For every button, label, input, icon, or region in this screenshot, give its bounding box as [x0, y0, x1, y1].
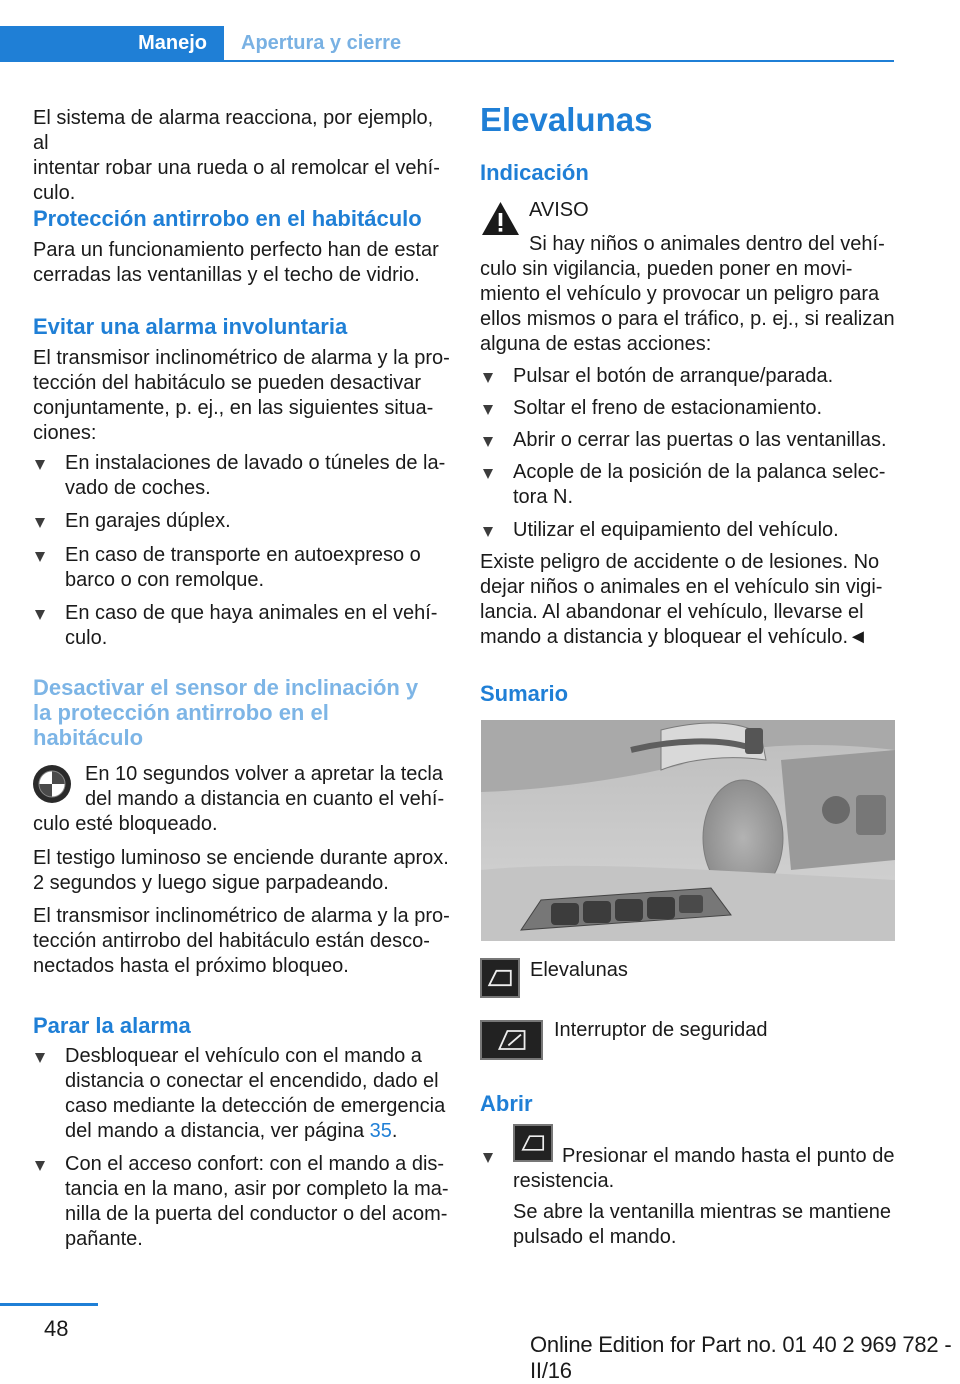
list-item: Presionar el mando hasta el punto de resistencia.	[513, 1145, 895, 1192]
paragraph-abrir: Se abre la ventanilla mientras se mantiene pulsado el mando.	[513, 1201, 891, 1248]
list-item: Soltar el freno de estacionamiento.	[513, 397, 823, 419]
tab-apertura-label: Apertura y cierre	[241, 32, 402, 54]
list-item: Con el acceso confort: con el mando a dis‐ tancia en la mano, asir por completo la ma‐ nilla de la puerta del conductor o del acom‐ pañante.	[65, 1153, 449, 1250]
bullet-marker	[35, 552, 45, 562]
edition-footer: Online Edition for Part no. 01 40 2 969 782 - II/16	[530, 1332, 952, 1383]
heading-parar: Parar la alarma	[33, 1013, 191, 1038]
list-item: Pulsar el botón de arranque/parada.	[513, 365, 834, 387]
heading-abrir: Abrir	[480, 1091, 533, 1116]
bullet-marker	[35, 518, 45, 528]
list-item: En instalaciones de lavado o túneles de la‐ vado de coches.	[65, 452, 446, 499]
tab-manejo-label: Manejo	[138, 32, 207, 54]
paragraph-peligro: Existe peligro de accidente o de lesiones. No dejar niños o animales en el vehículo sin vigi‐ lancia. Al abandonar el vehículo, llevarse el mando a distancia y bloquear el vehículo.◄	[480, 551, 883, 648]
bullet-marker	[483, 1153, 493, 1163]
bullet-marker	[35, 610, 45, 620]
bullet-marker	[483, 527, 493, 537]
safety-switch-icon	[480, 1020, 543, 1060]
paragraph-evitar: El transmisor inclinométrico de alarma y la pro‐ tección del habitáculo se pueden desactivar conjuntamente, p. ej., en las siguientes situa‐ ciones:	[33, 347, 450, 444]
heading-elevalunas: Elevalunas	[480, 101, 653, 138]
list-item: En caso de que haya animales en el vehí‐ culo.	[65, 602, 438, 649]
bullet-marker	[35, 1053, 45, 1063]
list-item: Acople de la posición de la palanca selec‐ tora N.	[513, 461, 886, 508]
door-panel-photo	[481, 720, 895, 941]
legend-interruptor: Interruptor de seguridad	[554, 1019, 768, 1041]
bullet-marker	[483, 469, 493, 479]
page-number-rule	[0, 1303, 98, 1306]
list-item: En garajes dúplex.	[65, 510, 231, 532]
aviso-paragraph: Si hay niños o animales dentro del vehí‐ culo sin vigilancia, pueden poner en movi‐ miento el vehículo y provocar un peligro para ellos mismos o para el tráfico, p. ej., si realizan alguna de estas acciones:	[480, 233, 895, 355]
bullet-marker	[35, 1161, 45, 1171]
list-item: Desbloquear el vehículo con el mando a distancia o conectar el encendido, dado el caso mediante la detección de emergencia del mando a distancia, ver página 35.	[65, 1045, 446, 1142]
heading-indicacion: Indicación	[480, 160, 589, 185]
heading-sumario: Sumario	[480, 681, 569, 706]
heading-evitar: Evitar una alarma involuntaria	[33, 314, 348, 339]
bullet-marker	[483, 373, 493, 383]
heading-proteccion: Protección antirrobo en el habitáculo	[33, 206, 422, 231]
bullet-marker	[483, 437, 493, 447]
intro-paragraph: El sistema de alarma reacciona, por ejemplo, al intentar robar una rueda o al remolcar el vehí‐ culo.	[33, 107, 440, 204]
list-item: En caso de transporte en autoexpreso o barco o con remolque.	[65, 544, 421, 591]
page-link[interactable]: 35	[369, 1120, 392, 1142]
bullet-marker	[483, 405, 493, 415]
bullet-marker	[35, 460, 45, 470]
tab-apertura-cierre	[224, 26, 894, 62]
heading-desactivar: Desactivar el sensor de inclinación y la protección antirrobo en el habitáculo	[33, 675, 419, 750]
list-item: Utilizar el equipamiento del vehículo.	[513, 519, 839, 541]
list-item: Abrir o cerrar las puertas o las ventanillas.	[513, 429, 887, 451]
paragraph-proteccion: Para un funcionamiento perfecto han de estar cerradas las ventanillas y el techo de vidrio.	[33, 239, 439, 286]
paragraph-desactivar: En 10 segundos volver a apretar la tecla del mando a distancia en cuanto el vehí‐ culo esté bloqueado.	[33, 763, 445, 835]
window-switch-icon	[480, 958, 520, 998]
page-number: 48	[44, 1316, 69, 1341]
legend-elevalunas: Elevalunas	[530, 959, 628, 981]
paragraph-testigo: El testigo luminoso se enciende durante aprox. 2 segundos y luego sigue parpadeando.	[33, 847, 449, 894]
tab-manejo	[0, 26, 224, 62]
aviso-label: AVISO	[529, 199, 589, 221]
paragraph-transmisor: El transmisor inclinométrico de alarma y la pro‐ tección antirrobo del habitáculo están desco‐ nectados hasta el próximo bloqueo.	[33, 905, 450, 977]
